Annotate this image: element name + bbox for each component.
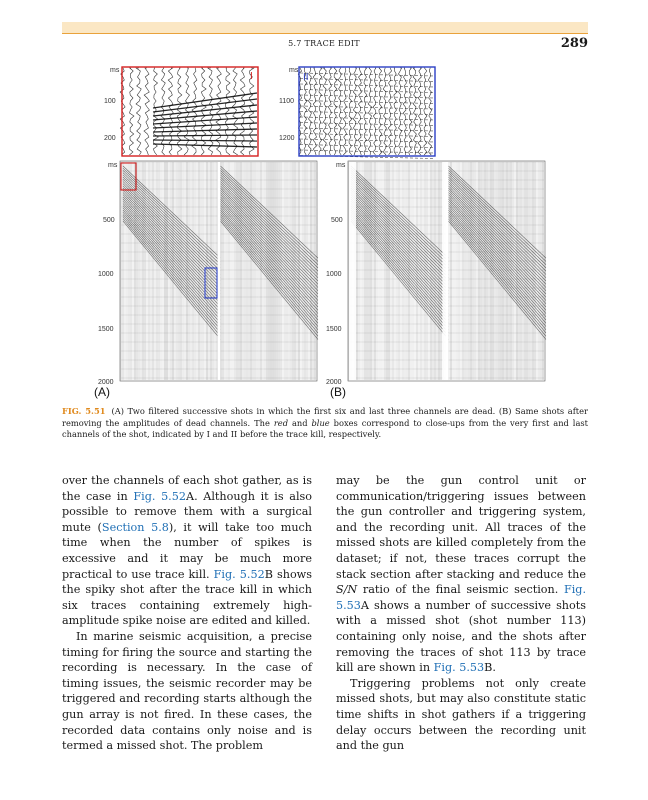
panel-A-axis-unit: ms xyxy=(108,162,118,169)
inset-I-axis-unit: ms xyxy=(110,67,120,74)
inset-II-label: II xyxy=(303,72,309,83)
inset-II xyxy=(279,67,435,159)
link-fig-5-52-a[interactable]: Fig. 5.52 xyxy=(133,489,186,503)
link-fig-5-53-a[interactable]: Fig. 5.53 xyxy=(336,583,586,612)
caption-blue: blue xyxy=(311,417,330,428)
panel-A-tick-1500: 1500 xyxy=(98,326,114,333)
caption-text-1: (A) Two filtered successive shots in which the first six and last three channels are dead. (B) Same shots after removing the amplitudes of dead channels. The xyxy=(62,406,588,428)
caption-and: and xyxy=(288,417,312,428)
inset-I-tick-200: 200 xyxy=(104,135,116,142)
link-fig-5-52-b[interactable]: Fig. 5.52 xyxy=(213,567,265,581)
running-head: 5.7 TRACE EDIT xyxy=(288,39,360,48)
body-column-left xyxy=(62,473,312,754)
caption-red: red xyxy=(273,417,289,428)
panel-B-tick-1000: 1000 xyxy=(326,271,342,278)
panel-B-tick-2000: 2000 xyxy=(326,379,342,386)
right-paragraph-2: Triggering problems not only create missed shots, but may also constitute static time shifts in shot gathers if a triggering delay occurs between the recording unit and the gun xyxy=(336,676,586,753)
panel-B-label: (B) xyxy=(330,385,346,399)
page-number: 289 xyxy=(560,36,588,51)
left-paragraph-1: over the channels of each shot gather, as is the case in Fig. 5.52A. Although it is also possible to remove them with a surgical mute (Section 5.8), it will take too much time when the number of spikes is excessive and it may be much more practical to use trace kill. Fig. 5.52B shows the spiky shot after the trace kill in which six traces containing extremely high-amplitude spike noise are edited and killed. xyxy=(62,474,313,628)
figure-caption xyxy=(62,406,588,441)
figure-number: FIG. 5.51 xyxy=(62,406,106,416)
panel-A-tick-2000: 2000 xyxy=(98,379,114,386)
inset-II-tick-1100: 1100 xyxy=(279,98,295,105)
inset-I-tick-100: 100 xyxy=(104,98,116,105)
panel-B xyxy=(326,161,546,399)
panel-A-tick-500: 500 xyxy=(103,217,115,224)
panel-B-tick-500: 500 xyxy=(331,217,343,224)
sn-ratio: S/N xyxy=(336,583,358,597)
panel-A-tick-1000: 1000 xyxy=(98,271,114,278)
left-paragraph-2: In marine seismic acquisition, a precise timing for firing the source and starting the recording is necessary. In the case of timing issues, the seismic recorder may be triggered and recording starts although the gun array is not fired. In these cases, the recorded data contains only noise and is termed a missed shot. The problem xyxy=(62,629,312,753)
right-paragraph-1: may be the gun control unit or communication/triggering issues between the gun controller and triggering system, and the recording unit. All traces of the missed shots are killed completely from the dataset; if not, these traces corrupt the stack section after stacking and reduce the S/N ratio of the final seismic section. Fig. 5.53A shows a number of successive shots with a missed shot (shot number 113) containing only noise, and the shots after removing the traces of shot 113 by trace kill are shown in Fig. 5.53B. xyxy=(336,474,586,675)
link-fig-5-53-b[interactable]: Fig. 5.53 xyxy=(433,661,485,675)
panel-A-label: (A) xyxy=(94,385,110,399)
link-section-5-8[interactable]: Section 5.8 xyxy=(101,520,169,534)
inset-I xyxy=(104,67,258,156)
panel-B-axis-unit: ms xyxy=(336,162,346,169)
inset-II-tick-1200: 1200 xyxy=(279,135,295,142)
inset-II-axis-unit: ms xyxy=(289,67,299,74)
caption-text-2: boxes correspond to close-ups from the very first and last channels of the shot, indicated by I and II before the trace kill, respectively. xyxy=(62,417,588,440)
body-column-right xyxy=(336,473,586,754)
panel-A xyxy=(94,161,318,399)
inset-I-label: I xyxy=(250,71,253,82)
panel-B-tick-1500: 1500 xyxy=(326,326,342,333)
